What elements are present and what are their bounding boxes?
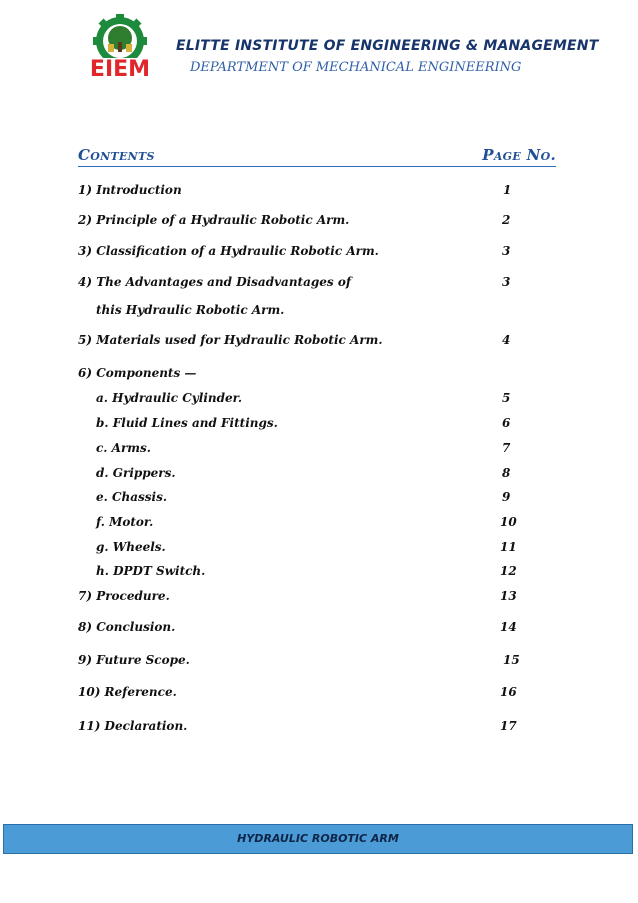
toc-page: 10 <box>500 515 517 529</box>
toc-entry-components: 6) Components — <box>78 366 197 380</box>
toc-entry-materials: 5) Materials used for Hydraulic Robotic Arm. <box>78 333 383 347</box>
toc-entry-procedure: 7) Procedure. <box>78 589 170 603</box>
toc-page: 1 <box>503 183 512 197</box>
toc-entry-introduction: 1) Introduction <box>78 183 182 197</box>
toc-page: 3 <box>502 275 511 289</box>
toc-heading <box>78 144 556 167</box>
toc-page: 2 <box>502 213 511 227</box>
toc-entry-grippers: d. Grippers. <box>96 466 176 480</box>
toc-entry-declaration: 11) Declaration. <box>78 719 188 733</box>
contents-heading: Contents <box>78 146 155 164</box>
footer-title: HYDRAULIC ROBOTIC ARM <box>237 832 399 845</box>
footer-band <box>3 824 633 854</box>
toc-page: 8 <box>502 466 511 480</box>
toc-entry-arms: c. Arms. <box>96 441 151 455</box>
toc-entry-hydraulic-cylinder: a. Hydraulic Cylinder. <box>96 391 243 405</box>
toc-entry-principle: 2) Principle of a Hydraulic Robotic Arm. <box>78 213 350 227</box>
toc-entry-future-scope: 9) Future Scope. <box>78 653 190 667</box>
institute-name: ELITTE INSTITUTE OF ENGINEERING & MANAGEMENT <box>176 38 599 54</box>
toc-page: 17 <box>500 719 517 733</box>
toc-entry-classification: 3) Classification of a Hydraulic Robotic Arm. <box>78 244 379 258</box>
toc-page: 13 <box>500 589 517 603</box>
toc-page: 6 <box>502 416 511 430</box>
toc-entry-fluid-lines: b. Fluid Lines and Fittings. <box>96 416 278 430</box>
toc-page: 7 <box>502 441 511 455</box>
toc-page: 12 <box>500 564 517 578</box>
toc-page: 11 <box>500 540 517 554</box>
toc-page: 14 <box>500 620 517 634</box>
toc-page: 4 <box>502 333 511 347</box>
toc-page: 3 <box>502 244 511 258</box>
toc-page: 9 <box>502 490 511 504</box>
toc-entry-motor: f. Motor. <box>96 515 154 529</box>
logo-text: EIEM <box>89 57 151 80</box>
toc-page: 15 <box>503 653 520 667</box>
toc-entry-conclusion: 8) Conclusion. <box>78 620 176 634</box>
page-no-heading: Page No. <box>482 146 556 164</box>
toc-entry-wheels: g. Wheels. <box>96 540 166 554</box>
toc-entry-chassis: e. Chassis. <box>96 490 168 504</box>
toc-entry-advantages: 4) The Advantages and Disadvantages of <box>78 275 351 289</box>
eiem-logo <box>74 14 166 80</box>
toc-page: 5 <box>502 391 511 405</box>
toc-entry-advantages-cont: this Hydraulic Robotic Arm. <box>96 303 285 317</box>
toc-entry-dpdt-switch: h. DPDT Switch. <box>96 564 206 578</box>
department-name: DEPARTMENT OF MECHANICAL ENGINEERING <box>190 60 522 75</box>
toc-entry-reference: 10) Reference. <box>78 685 177 699</box>
toc-page: 16 <box>500 685 517 699</box>
